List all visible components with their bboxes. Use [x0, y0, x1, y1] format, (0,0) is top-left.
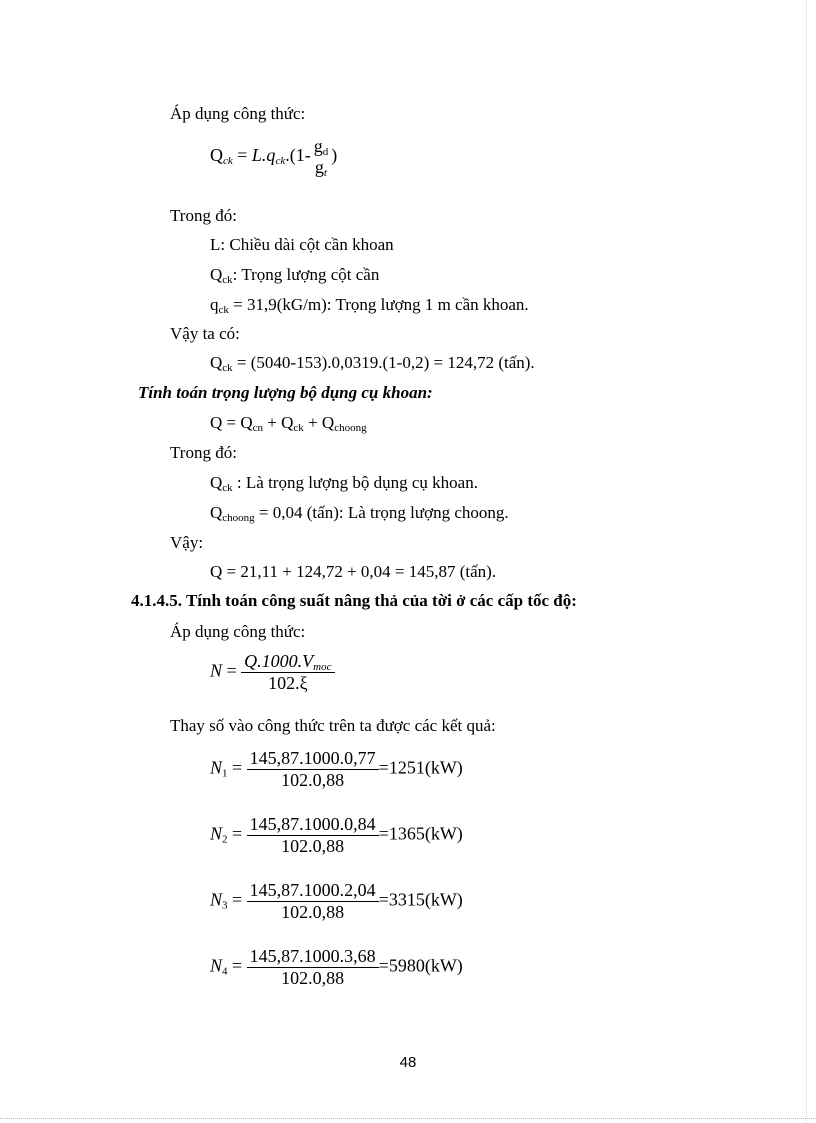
formula-N-fraction	[241, 651, 334, 694]
def-tool	[210, 473, 478, 493]
where-text-1: Trong đó:	[170, 206, 237, 225]
def-qck-text: = 31,9(kG/m): Trọng lượng 1 m cần khoan.	[228, 295, 529, 314]
result-n1-sub: 1	[222, 767, 228, 780]
formula-qck-den-sub: t	[323, 167, 327, 179]
page-number: 48	[399, 1054, 417, 1071]
def-tool-text: : Là trọng lượng bộ dụng cụ khoan.	[232, 473, 478, 492]
def-tool-sub: ck	[222, 482, 233, 494]
result-n3-value: =3315(kW)	[378, 889, 463, 910]
formula-N-den: 102.ξ	[241, 672, 334, 694]
result-n2-fraction	[247, 814, 379, 857]
page-right-border	[806, 0, 807, 1123]
result-n3-sub: 3	[222, 899, 228, 912]
sum-formula-sub-choong: choong	[334, 422, 367, 434]
formula-N-lhs: N	[210, 660, 223, 681]
formula-qck-close: )	[331, 145, 338, 166]
result-n3-num: 145,87.1000.2,04	[249, 880, 376, 900]
def-qck	[210, 295, 529, 315]
apply-formula-text: Áp dụng công thức:	[170, 104, 306, 123]
formula-qck-rhs-sub: ck	[275, 155, 286, 168]
sum-formula-sub-cn: cn	[252, 422, 264, 434]
result-n4-sub: 4	[222, 965, 228, 978]
def-Qck-text: : Trọng lượng cột cần	[232, 265, 380, 284]
def-choong-sym: Q	[210, 503, 223, 522]
formula-qck-lhs-sub: ck	[223, 155, 233, 168]
thus-text-2: Vậy:	[170, 533, 204, 552]
result-n2-den: 102.0,88	[247, 835, 379, 857]
calc-qck-sym: Q	[210, 353, 223, 372]
result-n3-lhs: N	[210, 889, 223, 910]
result-n1: $N_1$ = $\frac{145,87.1000.0,77}{102.0,88}$ =1251(kW)	[210, 748, 463, 790]
heading-tool-weight: Tính toán trọng lượng bộ dụng cụ khoan:	[138, 383, 433, 402]
formula-N-num-sub: moc	[313, 661, 332, 673]
result-n1-lhs: N	[210, 757, 223, 778]
sum-formula-plus-2: + Q	[303, 413, 335, 432]
formula-qck-eq: =	[237, 145, 248, 166]
def-qck-sym: q	[210, 295, 219, 314]
formula-qck-rhs: L.q	[251, 145, 276, 166]
calc-qck-text: = (5040-153).0,0319.(1-0,2) = 124,72 (tấn).	[232, 353, 535, 372]
thus-text-1: Vậy ta có:	[170, 324, 240, 343]
sum-formula-sub-ck: ck	[293, 422, 304, 434]
result-n1-fraction	[247, 748, 379, 791]
page-bottom-border	[0, 1118, 816, 1119]
def-L: L: Chiều dài cột cần khoan	[210, 235, 394, 254]
formula-qck-num-sub: d	[322, 146, 329, 158]
def-Qck-sym: Q	[210, 265, 223, 284]
formula-N-eq: =	[226, 660, 237, 681]
result-n1-value: =1251(kW)	[378, 757, 463, 778]
where-text-2: Trong đó:	[170, 443, 237, 462]
sum-formula-q: Q = Q	[210, 413, 253, 432]
result-n4-fraction	[247, 946, 379, 989]
formula-qck-den: g	[314, 157, 324, 177]
formula-qck-mid: .(1-	[285, 145, 311, 166]
formula-qck-fraction	[311, 136, 332, 178]
formula-qck-lhs: Q	[210, 145, 223, 166]
calc-qck-sub: ck	[222, 362, 233, 374]
result-n4-den: 102.0,88	[247, 967, 379, 989]
result-n1-den: 102.0,88	[247, 769, 379, 791]
def-Qck	[210, 265, 379, 285]
sum-formula	[210, 413, 367, 433]
def-choong	[210, 503, 509, 523]
calc-qck	[210, 353, 535, 373]
result-n2-sub: 2	[222, 833, 228, 846]
result-n3-fraction	[247, 880, 379, 923]
def-Qck-sub: ck	[222, 274, 233, 286]
result-n3-den: 102.0,88	[247, 901, 379, 923]
result-n4-lhs: N	[210, 955, 223, 976]
result-n2-value: =1365(kW)	[378, 823, 463, 844]
def-choong-text: = 0,04 (tấn): Là trọng lượng choong.	[254, 503, 509, 522]
result-n2: $N_2$ = $\frac{145,87.1000.0,84}{102.0,88}$ =1365(kW)	[210, 814, 463, 856]
formula-N	[210, 651, 335, 694]
result-n4: $N_4$ = $\frac{145,87.1000.3,68}{102.0,88}$ =5980(kW)	[210, 946, 463, 988]
result-n2-lhs: N	[210, 823, 223, 844]
formula-N-num: Q.1000.V	[244, 651, 314, 671]
result-n3: $N_3$ = $\frac{145,87.1000.2,04}{102.0,88}$ =3315(kW)	[210, 880, 463, 922]
def-tool-sym: Q	[210, 473, 223, 492]
formula-qck	[210, 136, 337, 178]
result-n4-value: =5980(kW)	[378, 955, 463, 976]
def-qck-sub: ck	[218, 304, 229, 316]
result-n4-num: 145,87.1000.3,68	[249, 946, 376, 966]
def-choong-sub: choong	[222, 512, 255, 524]
result-n2-num: 145,87.1000.0,84	[249, 814, 376, 834]
sum-formula-plus-1: + Q	[263, 413, 294, 432]
formula-qck-num: g	[313, 136, 323, 156]
total-calc: Q = 21,11 + 124,72 + 0,04 = 145,87 (tấn).	[210, 562, 497, 581]
section-heading: 4.1.4.5. Tính toán công suất nâng thả của tời ở các cấp tốc độ:	[131, 591, 577, 610]
apply-formula-text-2: Áp dụng công thức:	[170, 622, 306, 641]
substitute-text: Thay số vào công thức trên ta được các kết quả:	[170, 716, 496, 735]
result-n1-num: 145,87.1000.0,77	[249, 748, 376, 768]
